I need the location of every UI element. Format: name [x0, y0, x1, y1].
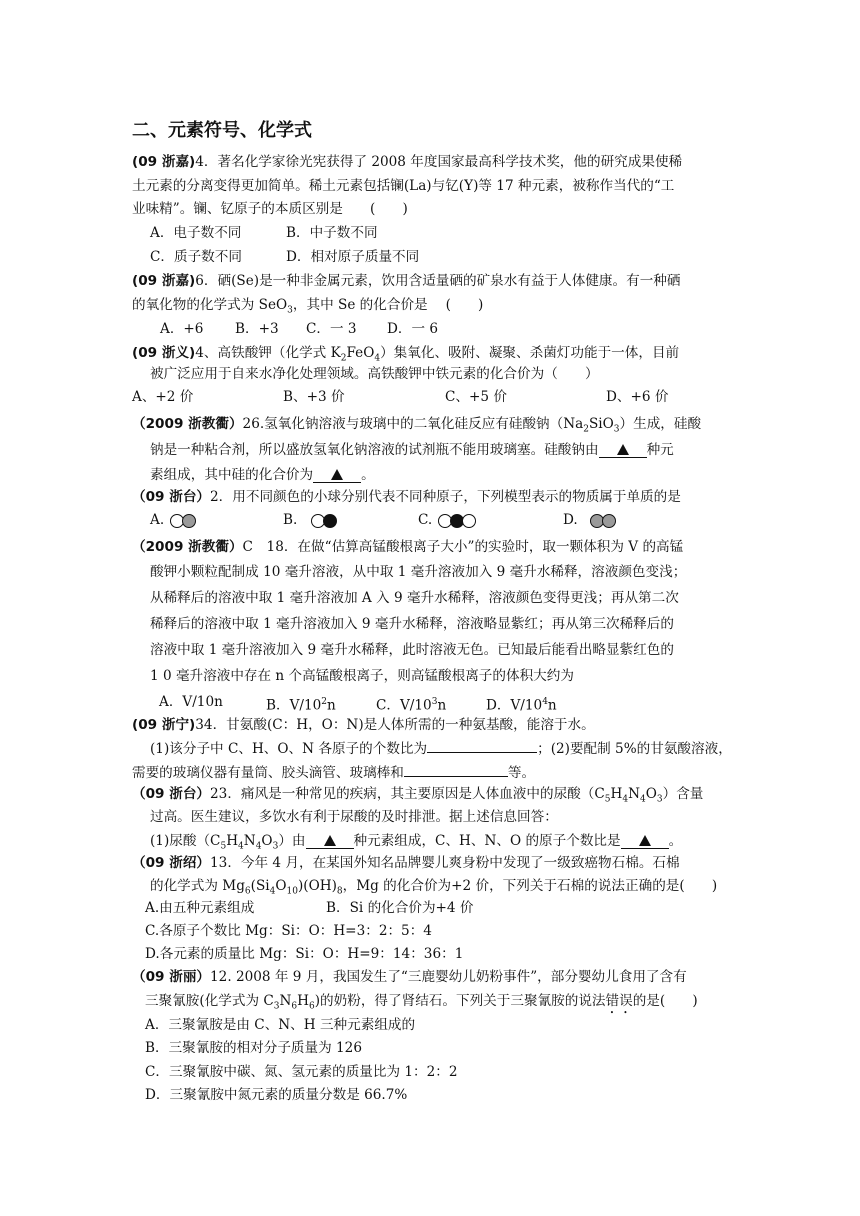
q5-option-b: B. [283, 511, 335, 529]
q5-option-a: A. [150, 511, 194, 529]
q1-option-a: A．电子数不同 [150, 225, 242, 241]
q10-line-1: （09 浙丽）12. 2008 年 9 月，我国发生了“三鹿婴幼儿奶粉事件”，部分婴幼儿食用了含有 [132, 969, 687, 985]
q7-line-2: (1)该分子中 C、H、O、N 各原子的个数比为 ；(2)要配制 5%的甘氨酸溶液， [150, 741, 732, 757]
q3-tag: (09 浙义) [132, 345, 196, 361]
q10-option-c: C．三聚氰胺中碳、氮、氢元素的质量比为 1：2：2 [145, 1064, 458, 1080]
q10-option-a: A．三聚氰胺是由 C、N、H 三种元素组成的 [145, 1017, 416, 1033]
q6-line-4: 稀释后的溶液中取 1 毫升溶液加入 9 毫升水稀释，溶液略显紫红；再从第三次稀释后的 [150, 616, 674, 632]
q9-option-b: B．Si 的化合价为+4 价 [326, 900, 474, 916]
q7-answer-blank-2[interactable] [404, 764, 508, 777]
q9-line-1: （09 浙绍）13．今年 4 月，在某国外知名品牌婴儿爽身粉中发现了一级致癌物石棉。石棉 [132, 855, 680, 871]
q10-option-b: B．三聚氰胺的相对分子质量为 126 [145, 1040, 362, 1056]
q6-line-6: 1 0 毫升溶液中存在 n 个高锰酸根离子，则高锰酸根离子的体积大约为 [150, 668, 574, 684]
q4-line-2: 钠是一种粘合剂，所以盛放氢氧化钠溶液的试剂瓶不能用玻璃塞。硅酸钠由 种元 [150, 442, 674, 458]
triangle-marker-icon [324, 835, 336, 846]
q5-tag: （09 浙台） [132, 489, 211, 505]
q6-line-5: 溶液中取 1 毫升溶液加入 9 毫升水稀释，此时溶液无色。已知最后能看出略显紫红色的 [150, 642, 674, 658]
q6-line-3: 从稀释后的溶液中取 1 毫升溶液加 A 入 9 毫升水稀释，溶液颜色变得更浅；再从第二次 [150, 590, 679, 606]
q5-option-c: C. [418, 511, 474, 529]
q10-option-d: D．三聚氰胺中氮元素的质量分数是 66.7% [145, 1087, 408, 1103]
q8-answer-blank-2[interactable] [621, 834, 669, 849]
q6-option-c: C．$V/10^3n$ [376, 697, 447, 714]
q2-line-2: 的氧化物的化学式为 SeO$_3$，其中 Se 的化合价是 ( ) [132, 297, 484, 316]
q7-line-1: (09 浙宁)34．甘氨酸(C：H，O：N)是人体所需的一种氨基酸，能溶于水。 [132, 717, 595, 733]
q2-option-d: D．一 6 [387, 321, 439, 337]
q6-line-1: （2009 浙教衢）C 18．在做“估算高锰酸根离子大小”的实验时，取一颗体积为 V 的高锰 [132, 539, 684, 555]
q3-option-a: A、+2 价 [132, 389, 194, 405]
q8-line-2: 过高。医生建议，多饮水有利于尿酸的及时排泄。据上述信息回答： [150, 809, 558, 825]
molecule-white-black-white-icon [438, 514, 474, 528]
q3-option-b: B、+3 价 [283, 389, 345, 405]
q8-answer-blank-1[interactable] [306, 834, 354, 849]
q1-option-b: B．中子数不同 [286, 225, 378, 241]
q4-answer-blank-1[interactable] [599, 443, 647, 458]
q8-line-3: (1)尿酸$(C_5H_4N_4O_3)$由 种元素组成，C、H、N、O 的原子个数比是 。 [150, 833, 683, 852]
q3-option-d: D、+6 价 [606, 389, 669, 405]
molecule-white-black-icon [311, 514, 335, 528]
section-title: 二、元素符号、化学式 [132, 120, 312, 141]
q6-option-a: A．V/10n [159, 694, 223, 710]
q7-line-3: 需要的玻璃仪器有量筒、胶头滴管、玻璃棒和 等。 [132, 765, 536, 781]
q7-tag: (09 浙宁) [132, 717, 196, 733]
q2-line-1: (09 浙嘉)6．硒(Se)是一种非金属元素，饮用含适量硒的矿泉水有益于人体健康。有一种硒 [132, 273, 681, 289]
q9-option-a: A.由五种元素组成 [145, 900, 255, 916]
q8-line-1: （09 浙台）23．痛风是一种常见的疾病，其主要原因是人体血液中的尿酸$(C_5H_4N_4O_3)$含量 [132, 786, 704, 805]
q3-option-c: C、+5 价 [445, 389, 507, 405]
triangle-marker-icon [639, 835, 651, 846]
q7-answer-blank-1[interactable] [427, 740, 537, 753]
q9-option-c: C.各原子个数比 Mg：Si：O：H=3：2：5：4 [145, 923, 432, 939]
q5-option-d: D. [563, 511, 614, 529]
q1-line-1: (09 浙嘉)4．著名化学家徐光宪获得了 2008 年度国家最高科学技术奖，他的研究成果使稀 [132, 154, 683, 170]
q4-line-3: 素组成，其中硅的化合价为 。 [150, 467, 375, 483]
q1-tag: (09 浙嘉) [132, 154, 196, 170]
triangle-marker-icon [617, 444, 629, 455]
q1-option-c: C．质子数不同 [150, 249, 242, 265]
q6-option-b: B．$V/10^2n$ [266, 697, 336, 714]
q3-line-2: 被广泛应用于自来水净化处理领域。高铁酸钾中铁元素的化合价为（ ） [150, 366, 599, 382]
q6-line-2: 酸钾小颗粒配制成 10 毫升溶液，从中取 1 毫升溶液加入 9 毫升水稀释，溶液颜色变浅； [150, 564, 687, 580]
q1-line-3: 业味精”。镧、钇原子的本质区别是 ( ) [132, 201, 408, 217]
q9-tag: （09 浙绍） [132, 855, 211, 871]
q3-line-1: (09 浙义)4、高铁酸钾（化学式 $K_2FeO_4$）集氧化、吸附、凝聚、杀菌灯功能于一体，目前 [132, 345, 680, 364]
q4-answer-blank-2[interactable] [313, 468, 361, 483]
triangle-marker-icon [331, 469, 343, 480]
molecule-gray-gray-icon [590, 514, 614, 528]
q1-option-d: D．相对原子质量不同 [286, 249, 420, 265]
molecule-white-gray-icon [170, 514, 194, 528]
q6-tag: （2009 浙教衢） [132, 539, 243, 555]
q1-line-2: 土元素的分离变得更加简单。稀土元素包括镧(La)与钇(Y)等 17 种元素，被称作当代的“工 [132, 178, 675, 194]
q6-option-d: D．$V/10^4n$ [486, 697, 557, 714]
q4-line-1: （2009 浙教衢）26.氢氧化钠溶液与玻璃中的二氧化硅反应有硅酸钠$(Na_2SiO_3)$生成，硅酸 [132, 416, 702, 435]
q8-tag: （09 浙台） [132, 786, 211, 802]
q4-tag: （2009 浙教衢） [132, 416, 243, 432]
q9-option-d: D.各元素的质量比 Mg：Si：O：H=9：14：36：1 [145, 946, 464, 962]
q10-line-2: 三聚氰胺(化学式为 $C_3N_6H_6$)的奶粉，得了肾结石。下列关于三聚氰胺的说法错误的是( ) [145, 993, 698, 1012]
q9-line-2: 的化学式为 $Mg_6(Si_4O_{10})(OH)_8$，Mg 的化合价为+2 价，下列关于石棉的说法正确的是( ) [150, 878, 718, 897]
q2-tag: (09 浙嘉) [132, 273, 196, 289]
q2-option-a: A．+6 [160, 321, 204, 337]
q10-tag: （09 浙丽） [132, 969, 211, 985]
q5-line-1: （09 浙台）2．用不同颜色的小球分别代表不同种原子，下列模型表示的物质属于单质的是 [132, 489, 681, 505]
q2-option-c: C．一 3 [306, 321, 357, 337]
q2-option-b: B．+3 [235, 321, 279, 337]
